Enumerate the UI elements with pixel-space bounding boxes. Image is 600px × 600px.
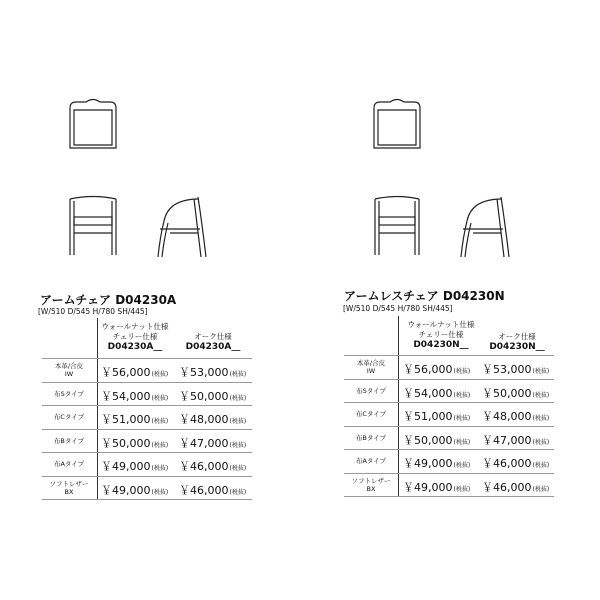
price-oak: ￥47,000(税抜)	[482, 433, 550, 447]
price-oak: ￥53,000(税抜)	[179, 366, 247, 379]
table-rule	[42, 499, 252, 500]
price-walnut-cherry: ￥56,000(税抜)	[403, 363, 471, 376]
price-oak: ￥46,000(税抜)	[179, 483, 247, 497]
armless-chair-title: アームレスチェア D04230N	[344, 289, 505, 303]
table-rule	[344, 379, 554, 380]
table-rule	[42, 405, 252, 406]
row-label: 本革/合皮 IW	[356, 359, 386, 375]
price-walnut-cherry: ￥49,000(税抜)	[101, 460, 169, 473]
price-oak: ￥47,000(税抜)	[179, 436, 247, 450]
armchair-col1-header: ウォールナット仕様 チェリー仕様 D04230A__	[101, 322, 169, 352]
price-walnut-cherry: ￥56,000(税抜)	[101, 366, 169, 379]
table-rule	[344, 473, 554, 474]
armless-chair-col-divider	[398, 316, 399, 496]
price-oak: ￥53,000(税抜)	[482, 363, 550, 376]
price-walnut-cherry: ￥49,000(税抜)	[101, 483, 169, 497]
row-label: 布Cタイプ	[53, 413, 85, 421]
table-rule	[344, 355, 554, 356]
table-rule	[344, 496, 554, 497]
price-walnut-cherry: ￥54,000(税抜)	[403, 386, 471, 400]
table-rule	[344, 449, 554, 450]
row-label: 布Sタイプ	[356, 386, 386, 395]
armless-chair-col1-header: ウォールナット仕様 チェリー仕様 D04230N__	[407, 320, 475, 350]
armless-chair-front-view	[372, 193, 422, 257]
price-oak: ￥46,000(税抜)	[482, 457, 550, 470]
row-label: 布Aタイプ	[355, 457, 387, 465]
armchair-col-divider	[97, 318, 98, 500]
table-rule	[42, 476, 252, 477]
armless-chair-dimensions: [W/510 D/545 H/780 SH/445]	[343, 304, 453, 313]
price-oak: ￥50,000(税抜)	[179, 389, 247, 403]
price-walnut-cherry: ￥49,000(税抜)	[403, 480, 471, 494]
armless-chair-col2-header: オーク仕様 D04230N__	[489, 332, 545, 352]
price-walnut-cherry: ￥51,000(税抜)	[101, 413, 169, 426]
row-label: 本革/合皮 IW	[54, 362, 84, 378]
row-label: ソフトレザー BX	[351, 476, 391, 493]
price-oak: ￥46,000(税抜)	[482, 480, 550, 494]
row-label: 布Cタイプ	[355, 410, 387, 418]
row-label: 布Sタイプ	[54, 389, 84, 398]
row-label: 布Bタイプ	[355, 433, 387, 442]
table-rule	[42, 382, 252, 383]
armchair-side-view	[150, 193, 210, 259]
price-oak: ￥46,000(税抜)	[179, 460, 247, 473]
armless-chair-top-view	[372, 98, 422, 150]
row-label: 布Aタイプ	[53, 460, 85, 468]
armchair-front-view	[66, 193, 120, 257]
price-walnut-cherry: ￥50,000(税抜)	[403, 433, 471, 447]
table-rule	[344, 426, 554, 427]
armchair-title: アームチェア D04230A	[40, 293, 177, 307]
row-label: ソフトレザー BX	[49, 479, 89, 496]
row-label: 布Bタイプ	[53, 436, 85, 445]
price-walnut-cherry: ￥49,000(税抜)	[403, 457, 471, 470]
armchair-dimensions: [W/510 D/545 H/780 SH/445]	[38, 307, 148, 316]
price-walnut-cherry: ￥50,000(税抜)	[101, 436, 169, 450]
table-rule	[42, 429, 252, 430]
price-oak: ￥50,000(税抜)	[482, 386, 550, 400]
armchair-top-view	[68, 98, 118, 150]
table-rule	[42, 452, 252, 453]
table-rule	[42, 358, 252, 359]
armless-chair-side-view	[455, 193, 515, 259]
price-oak: ￥48,000(税抜)	[482, 410, 550, 423]
price-walnut-cherry: ￥51,000(税抜)	[403, 410, 471, 423]
price-walnut-cherry: ￥54,000(税抜)	[101, 389, 169, 403]
price-oak: ￥48,000(税抜)	[179, 413, 247, 426]
table-rule	[344, 402, 554, 403]
armchair-col2-header: オーク仕様 D04230A__	[185, 332, 241, 352]
